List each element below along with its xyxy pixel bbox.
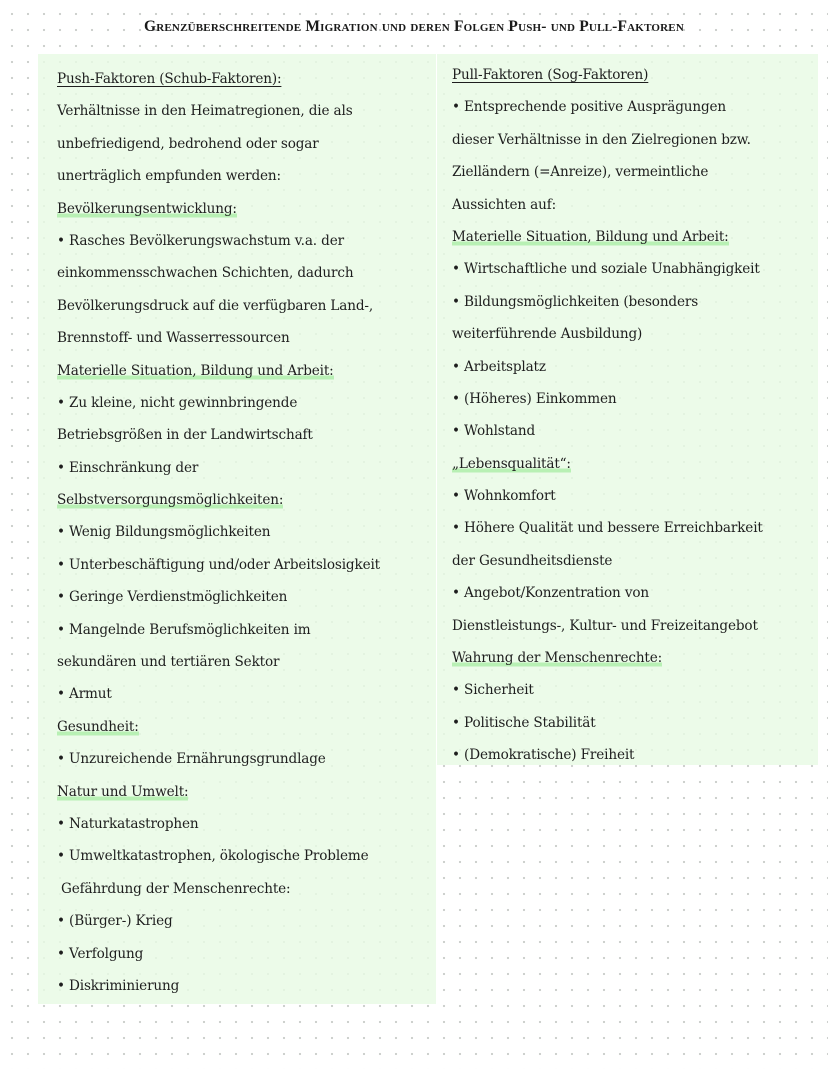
line-text: • (Demokratische) Freiheit (452, 747, 635, 764)
line-text: • Naturkatastrophen (57, 815, 199, 832)
line-text: • Bildungsmöglichkeiten (besonders (452, 293, 699, 310)
push-factors-column (38, 54, 436, 1004)
line-text: • Wenig Bildungsmöglichkeiten (57, 524, 271, 541)
text-line (452, 610, 818, 642)
section-heading (57, 776, 436, 808)
bullet-item (57, 581, 436, 613)
bullet-item (452, 512, 818, 544)
section-heading-text: Gesundheit: (57, 718, 139, 735)
section-heading (452, 221, 818, 253)
line-text: • Unterbeschäftigung und/oder Arbeitslosigkeit (57, 556, 380, 573)
line-text: unerträglich empfunden werden: (57, 168, 281, 185)
bullet-item (57, 614, 436, 646)
bullet-item (452, 707, 818, 739)
section-heading (57, 355, 436, 387)
section-heading (57, 711, 436, 743)
line-text: • Unzureichende Ernährungsgrundlage (57, 751, 326, 768)
text-line (57, 322, 436, 354)
text-line (57, 257, 436, 289)
bullet-item (57, 905, 436, 937)
text-line (57, 290, 436, 322)
section-heading (57, 873, 436, 905)
bullet-item (452, 577, 818, 609)
line-text: sekundären und tertiären Sektor (57, 654, 280, 671)
text-line (57, 646, 436, 678)
text-line (452, 189, 818, 221)
section-heading (57, 193, 436, 225)
section-heading-text: Natur und Umwelt: (57, 783, 189, 800)
bullet-item (452, 674, 818, 706)
line-text: • (Höheres) Einkommen (452, 390, 617, 407)
line-text: • Geringe Verdienstmöglichkeiten (57, 589, 288, 606)
line-text: • Diskriminierung (57, 977, 180, 994)
bullet-item (452, 739, 818, 771)
section-heading-text: „Lebensqualität“: (452, 455, 571, 472)
line-text: • Sicherheit (452, 682, 534, 699)
line-text: • Zu kleine, nicht gewinnbringende (57, 394, 298, 411)
pull-factors-column (437, 54, 818, 765)
line-text: • Angebot/Konzentration von (452, 585, 649, 602)
bullet-item (452, 253, 818, 285)
line-text: weiterführende Ausbildung) (452, 326, 643, 343)
line-text: • Wirtschaftliche und soziale Unabhängigkeit (452, 261, 760, 278)
bullet-item (452, 383, 818, 415)
line-text: unbefriedigend, bedrohend oder sogar (57, 135, 319, 152)
section-heading (452, 448, 818, 480)
push-heading: Push-Faktoren (Schub-Faktoren): (57, 71, 282, 87)
text-line (452, 156, 818, 188)
bullet-item (57, 743, 436, 775)
section-heading-text: Bevölkerungsentwicklung: (57, 200, 237, 217)
line-text: • Entsprechende positive Ausprägungen (452, 99, 727, 116)
line-text: • Arbeitsplatz (452, 358, 546, 375)
bullet-item (452, 351, 818, 383)
line-text: Aussichten auf: (452, 196, 557, 213)
section-heading-text: Materielle Situation, Bildung und Arbeit: (452, 228, 729, 245)
text-line (452, 545, 818, 577)
line-text: • Rasches Bevölkerungswachstum v.a. der (57, 232, 344, 249)
section-heading (452, 642, 818, 674)
line-text: • Mangelnde Berufsmöglichkeiten im (57, 621, 311, 638)
bullet-item (57, 225, 436, 257)
bullet-item (57, 840, 436, 872)
section-heading-text: Gefährdung der Menschenrechte: (61, 880, 291, 897)
section-heading-text: Materielle Situation, Bildung und Arbeit: (57, 362, 334, 379)
bullet-item (57, 970, 436, 1002)
line-text: • Politische Stabilität (452, 714, 596, 731)
pull-heading: Pull-Faktoren (Sog-Faktoren) (452, 67, 649, 83)
bullet-item (57, 678, 436, 710)
line-text: • (Bürger-) Krieg (57, 913, 173, 930)
text-line (57, 95, 436, 127)
line-text: • Wohlstand (452, 423, 536, 440)
line-text: • Umweltkatastrophen, ökologische Probleme (57, 848, 369, 865)
line-text: • Armut (57, 686, 112, 703)
bullet-item (57, 938, 436, 970)
bullet-item (57, 452, 436, 484)
bullet-item (452, 415, 818, 447)
text-line (452, 124, 818, 156)
page-title: Grenzüberschreitende Migration und deren Folgen Push- und Pull-Faktoren (144, 18, 684, 35)
line-text: Verhältnisse in den Heimatregionen, die als (57, 103, 353, 120)
push-lines (57, 95, 436, 1002)
section-heading-text: Wahrung der Menschenrechte: (452, 650, 663, 667)
text-line (452, 318, 818, 350)
bullet-item (57, 516, 436, 548)
bullet-item (452, 286, 818, 318)
line-text: • Höhere Qualität und bessere Erreichbarkeit (452, 520, 763, 537)
bullet-item (57, 549, 436, 581)
line-text: Dienstleistungs-, Kultur- und Freizeitangebot (452, 617, 758, 634)
bullet-item (452, 480, 818, 512)
text-line (57, 419, 436, 451)
section-heading (57, 484, 436, 516)
pull-lines (452, 91, 818, 771)
line-text: • Verfolgung (57, 945, 144, 962)
line-text: • Wohnkomfort (452, 488, 556, 505)
line-text: einkommensschwachen Schichten, dadurch (57, 265, 354, 282)
bullet-item (57, 387, 436, 419)
line-text: Zielländern (=Anreize), vermeintliche (452, 164, 709, 181)
line-text: dieser Verhältnisse in den Zielregionen bzw. (452, 131, 751, 148)
line-text: Betriebsgrößen in der Landwirtschaft (57, 427, 313, 444)
line-text: Brennstoff- und Wasserressourcen (57, 330, 290, 347)
line-text: • Einschränkung der (57, 459, 199, 476)
line-text: der Gesundheitsdienste (452, 552, 613, 569)
line-text: Bevölkerungsdruck auf die verfügbaren Land-, (57, 297, 374, 314)
text-line (57, 160, 436, 192)
bullet-item (57, 808, 436, 840)
text-line (57, 128, 436, 160)
section-heading-text: Selbstversorgungsmöglichkeiten: (57, 492, 284, 509)
bullet-item (452, 91, 818, 123)
